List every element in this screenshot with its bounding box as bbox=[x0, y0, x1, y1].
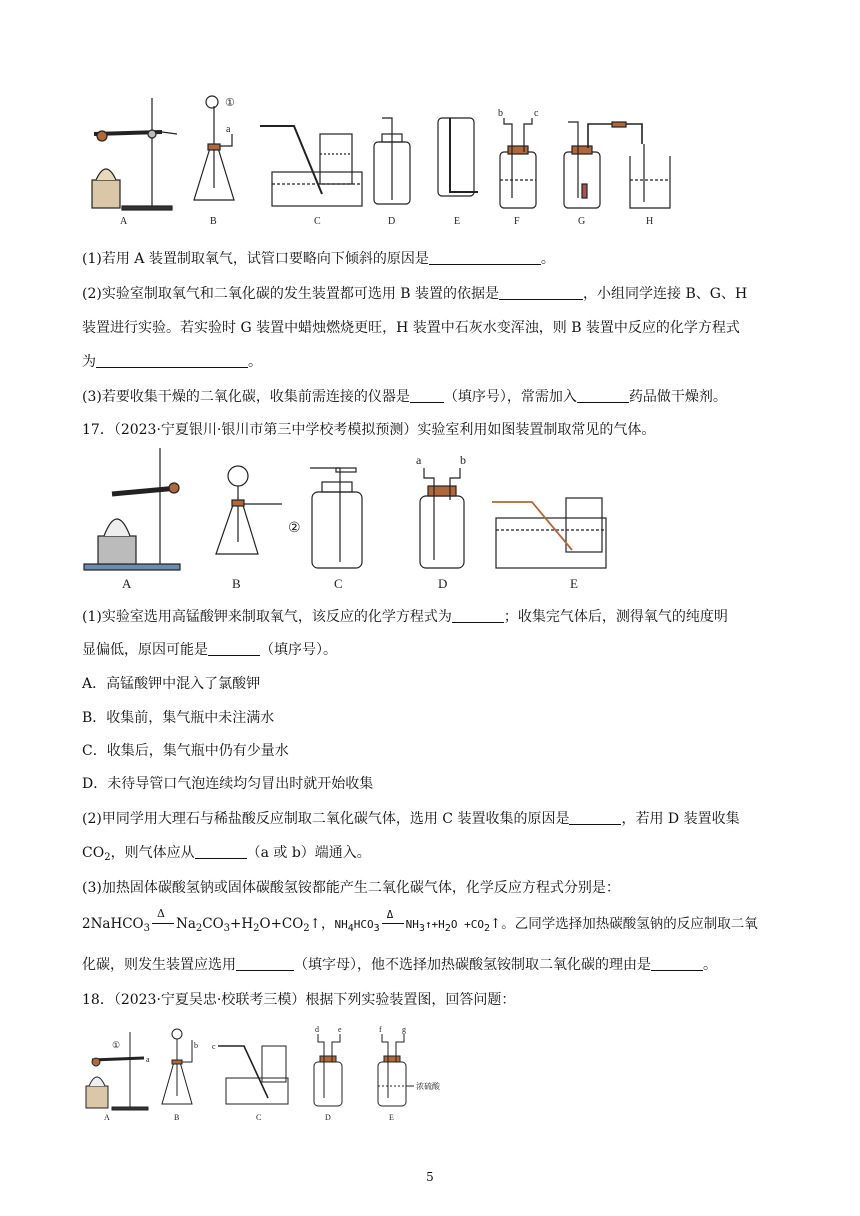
co2-formula: CO bbox=[82, 845, 105, 861]
eq2-mid: ↑+H bbox=[424, 918, 445, 931]
q17-stem bbox=[82, 420, 782, 440]
q17-part-3-line-3 bbox=[82, 955, 782, 975]
figure2-label-D: D bbox=[438, 576, 448, 591]
q16-p1-end: 。 bbox=[540, 251, 555, 267]
figure3-label-A: A bbox=[104, 1113, 110, 1122]
q17-part-1-line-1 bbox=[82, 607, 782, 627]
q16-part-3 bbox=[82, 387, 782, 407]
answer-blank[interactable] bbox=[651, 956, 703, 971]
answer-blank[interactable] bbox=[429, 250, 541, 265]
q16-p2-line3a: 为 bbox=[82, 354, 96, 370]
answer-blank[interactable] bbox=[569, 810, 621, 825]
heating-condition-1 bbox=[150, 907, 176, 934]
q17-p1-line1a: (1)实验室选用高锰酸钾来制取氧气，该反应的化学方程式为 bbox=[82, 609, 452, 625]
q16-p2-line3b: 。 bbox=[248, 354, 262, 370]
q16-p3-text3: 药品做干燥剂。 bbox=[628, 389, 727, 405]
eq1-sub: 2 bbox=[303, 923, 310, 934]
figure2-label-B: B bbox=[232, 576, 241, 591]
figure1-label-H: H bbox=[646, 216, 654, 227]
q17-part-1-line-2 bbox=[82, 640, 782, 660]
answer-blank[interactable] bbox=[195, 844, 247, 859]
eq2-sub: 3 bbox=[373, 923, 380, 934]
q17-part-2-line-1 bbox=[82, 809, 782, 829]
q16-p2-text: (2)实验室制取氧气和二氧化碳的发生装置都可选用 B 装置的依据是 bbox=[82, 286, 500, 302]
mark-g: g bbox=[402, 1025, 406, 1034]
q16-part-2-line-1 bbox=[82, 284, 782, 304]
q17-equation-line bbox=[82, 907, 782, 939]
eq2-left: NH bbox=[334, 918, 348, 931]
q16-p2-text-b: ，小组同学连接 B、G、H bbox=[583, 286, 748, 302]
q17-option-d bbox=[82, 774, 782, 794]
q16-p2-line2: 装置进行实验。若实验时 G 装置中蜡烛燃烧更旺，H 装置中石灰水变浑浊，则 B 装置中反应的化学方程式 bbox=[82, 320, 740, 336]
q16-part-1 bbox=[82, 249, 782, 269]
eq2-left2: HCO bbox=[353, 918, 374, 931]
mark-f: f bbox=[379, 1025, 382, 1034]
figure2-label-C: C bbox=[334, 576, 343, 591]
apparatus-figure-1 bbox=[82, 88, 682, 228]
q18-stem bbox=[82, 990, 782, 1010]
figure2-label-A: A bbox=[122, 576, 132, 591]
q17-p1-line1b: ；收集完气体后，测得氧气的纯度明 bbox=[503, 609, 728, 625]
q16-p1-text: (1)若用 A 装置制取氧气，试管口要略向下倾斜的原因是 bbox=[82, 251, 429, 267]
mark-d: d bbox=[315, 1025, 319, 1034]
q17-p2-line1b: ，若用 D 装置收集 bbox=[621, 811, 740, 827]
q16-part-2-line-2 bbox=[82, 318, 782, 338]
figure3-label-D: D bbox=[325, 1113, 331, 1122]
mark-circled-1: ① bbox=[225, 97, 235, 109]
eq2-sub: 2 bbox=[444, 923, 451, 934]
figure1-label-B: B bbox=[210, 216, 217, 227]
eq1-arrow: ↑， bbox=[309, 916, 335, 932]
q17-option-a bbox=[82, 674, 782, 694]
mark-a: a bbox=[416, 453, 422, 467]
answer-blank[interactable] bbox=[410, 388, 444, 403]
mark-circled-2: ② bbox=[288, 521, 301, 536]
answer-blank[interactable] bbox=[452, 608, 504, 623]
figure1-label-A: A bbox=[120, 216, 128, 227]
eq2-tail: ↑。乙同学选择加热碳酸氢钠的反应制取二氧 bbox=[490, 916, 758, 932]
figure1-label-C: C bbox=[314, 216, 321, 227]
figure3-label-C: C bbox=[256, 1113, 262, 1122]
q17-option-c bbox=[82, 741, 782, 761]
eq1-tail: +H bbox=[230, 916, 254, 932]
q17-p2-line2c: （a 或 b）端通入。 bbox=[246, 845, 371, 861]
heating-condition-2 bbox=[380, 908, 406, 935]
answer-blank[interactable] bbox=[577, 388, 629, 403]
q17-part-2-line-2 bbox=[82, 843, 782, 868]
eq1-sub: 2 bbox=[253, 923, 260, 934]
eq1-sub: 3 bbox=[223, 923, 231, 934]
q17-part-3-line-1 bbox=[82, 878, 782, 898]
mark-a: a bbox=[226, 124, 231, 135]
q17-stem-text: 17．（2023·宁夏银川·银川市第三中学校考模拟预测）实验室利用如图装置制取常见的气体。 bbox=[82, 422, 656, 438]
q16-part-2-line-3 bbox=[82, 352, 782, 372]
answer-blank[interactable] bbox=[208, 641, 260, 656]
q17-option-b bbox=[82, 708, 782, 728]
option-b-text: B．收集前，集气瓶中未注满水 bbox=[82, 710, 275, 726]
option-a-text: A．高锰酸钾中混入了氯酸钾 bbox=[82, 676, 261, 692]
delta-symbol: Δ bbox=[386, 908, 394, 921]
answer-blank[interactable] bbox=[96, 353, 248, 368]
page-number: 5 bbox=[426, 1170, 434, 1184]
mark-e: e bbox=[338, 1025, 342, 1034]
apparatus-figure-2 bbox=[82, 442, 622, 592]
mark-c: c bbox=[212, 1042, 216, 1051]
figure1-label-D: D bbox=[388, 216, 396, 227]
option-c-text: C．收集后，集气瓶中仍有少量水 bbox=[82, 743, 289, 759]
eq1-right: Na bbox=[176, 916, 196, 932]
mark-a: a bbox=[146, 1055, 150, 1064]
mark-circled-1: ① bbox=[112, 1040, 121, 1050]
q17-p1-line2b: （填序号）。 bbox=[260, 642, 337, 658]
mark-b: b bbox=[194, 1041, 198, 1050]
option-d-text: D．未待导管口气泡连续均匀冒出时就开始收集 bbox=[82, 776, 374, 792]
eq1-tail2: O+CO bbox=[259, 916, 304, 932]
co2-subscript: 2 bbox=[104, 852, 111, 863]
q17-p3-line3b: （填字母），他不选择加热碳酸氢铵制取二氧化碳的理由是 bbox=[294, 957, 651, 973]
eq2-right: NH bbox=[405, 918, 419, 931]
eq1-sub: 2 bbox=[195, 923, 203, 934]
figure3-label-B: B bbox=[174, 1113, 180, 1122]
q17-p3-line3a: 化碳，则发生装置应选用 bbox=[82, 957, 236, 973]
eq2-mid2: O +CO bbox=[450, 918, 484, 931]
q17-p1-line2a: 显偏低，原因可能是 bbox=[82, 642, 208, 658]
mark-b: b bbox=[460, 453, 466, 467]
q16-p3-text: (3)若要收集干燥的二氧化碳，收集前需连接的仪器是 bbox=[82, 389, 410, 405]
acid-label: 浓硫酸 bbox=[416, 1082, 440, 1091]
figure2-label-E: E bbox=[570, 576, 578, 591]
mark-b: b bbox=[498, 108, 503, 119]
eq1-left: 2NaHCO bbox=[82, 916, 144, 932]
q18-stem-text: 18．（2023·宁夏吴忠·校联考三模）根据下列实验装置图，回答问题： bbox=[82, 992, 516, 1008]
eq2-sub: 4 bbox=[347, 923, 354, 934]
eq1-sub: 3 bbox=[143, 923, 150, 934]
figure1-label-F: F bbox=[514, 216, 520, 227]
apparatus-figure-3 bbox=[82, 1022, 462, 1122]
figure3-label-E: E bbox=[389, 1113, 394, 1122]
delta-symbol: Δ bbox=[157, 907, 165, 920]
eq2-sub: 2 bbox=[483, 923, 490, 934]
q17-p3-line1: (3)加热固体碳酸氢钠或固体碳酸氢铵都能产生二氧化碳气体，化学反应方程式分别是： bbox=[82, 880, 620, 896]
q16-p3-text2: （填序号），常需加入 bbox=[443, 389, 577, 405]
eq1-mid: CO bbox=[202, 916, 224, 932]
eq2-sub: 3 bbox=[418, 923, 425, 934]
q17-p2-line2b: ，则气体应从 bbox=[110, 845, 195, 861]
figure1-label-E: E bbox=[454, 216, 461, 227]
q17-p3-line3c: 。 bbox=[703, 957, 717, 973]
figure1-label-G: G bbox=[578, 216, 586, 227]
answer-blank[interactable] bbox=[499, 285, 583, 300]
mark-c: c bbox=[534, 108, 539, 119]
answer-blank[interactable] bbox=[236, 956, 294, 971]
q17-p2-line1a: (2)甲同学用大理石与稀盐酸反应制取二氧化碳气体，选用 C 装置收集的原因是 bbox=[82, 811, 570, 827]
